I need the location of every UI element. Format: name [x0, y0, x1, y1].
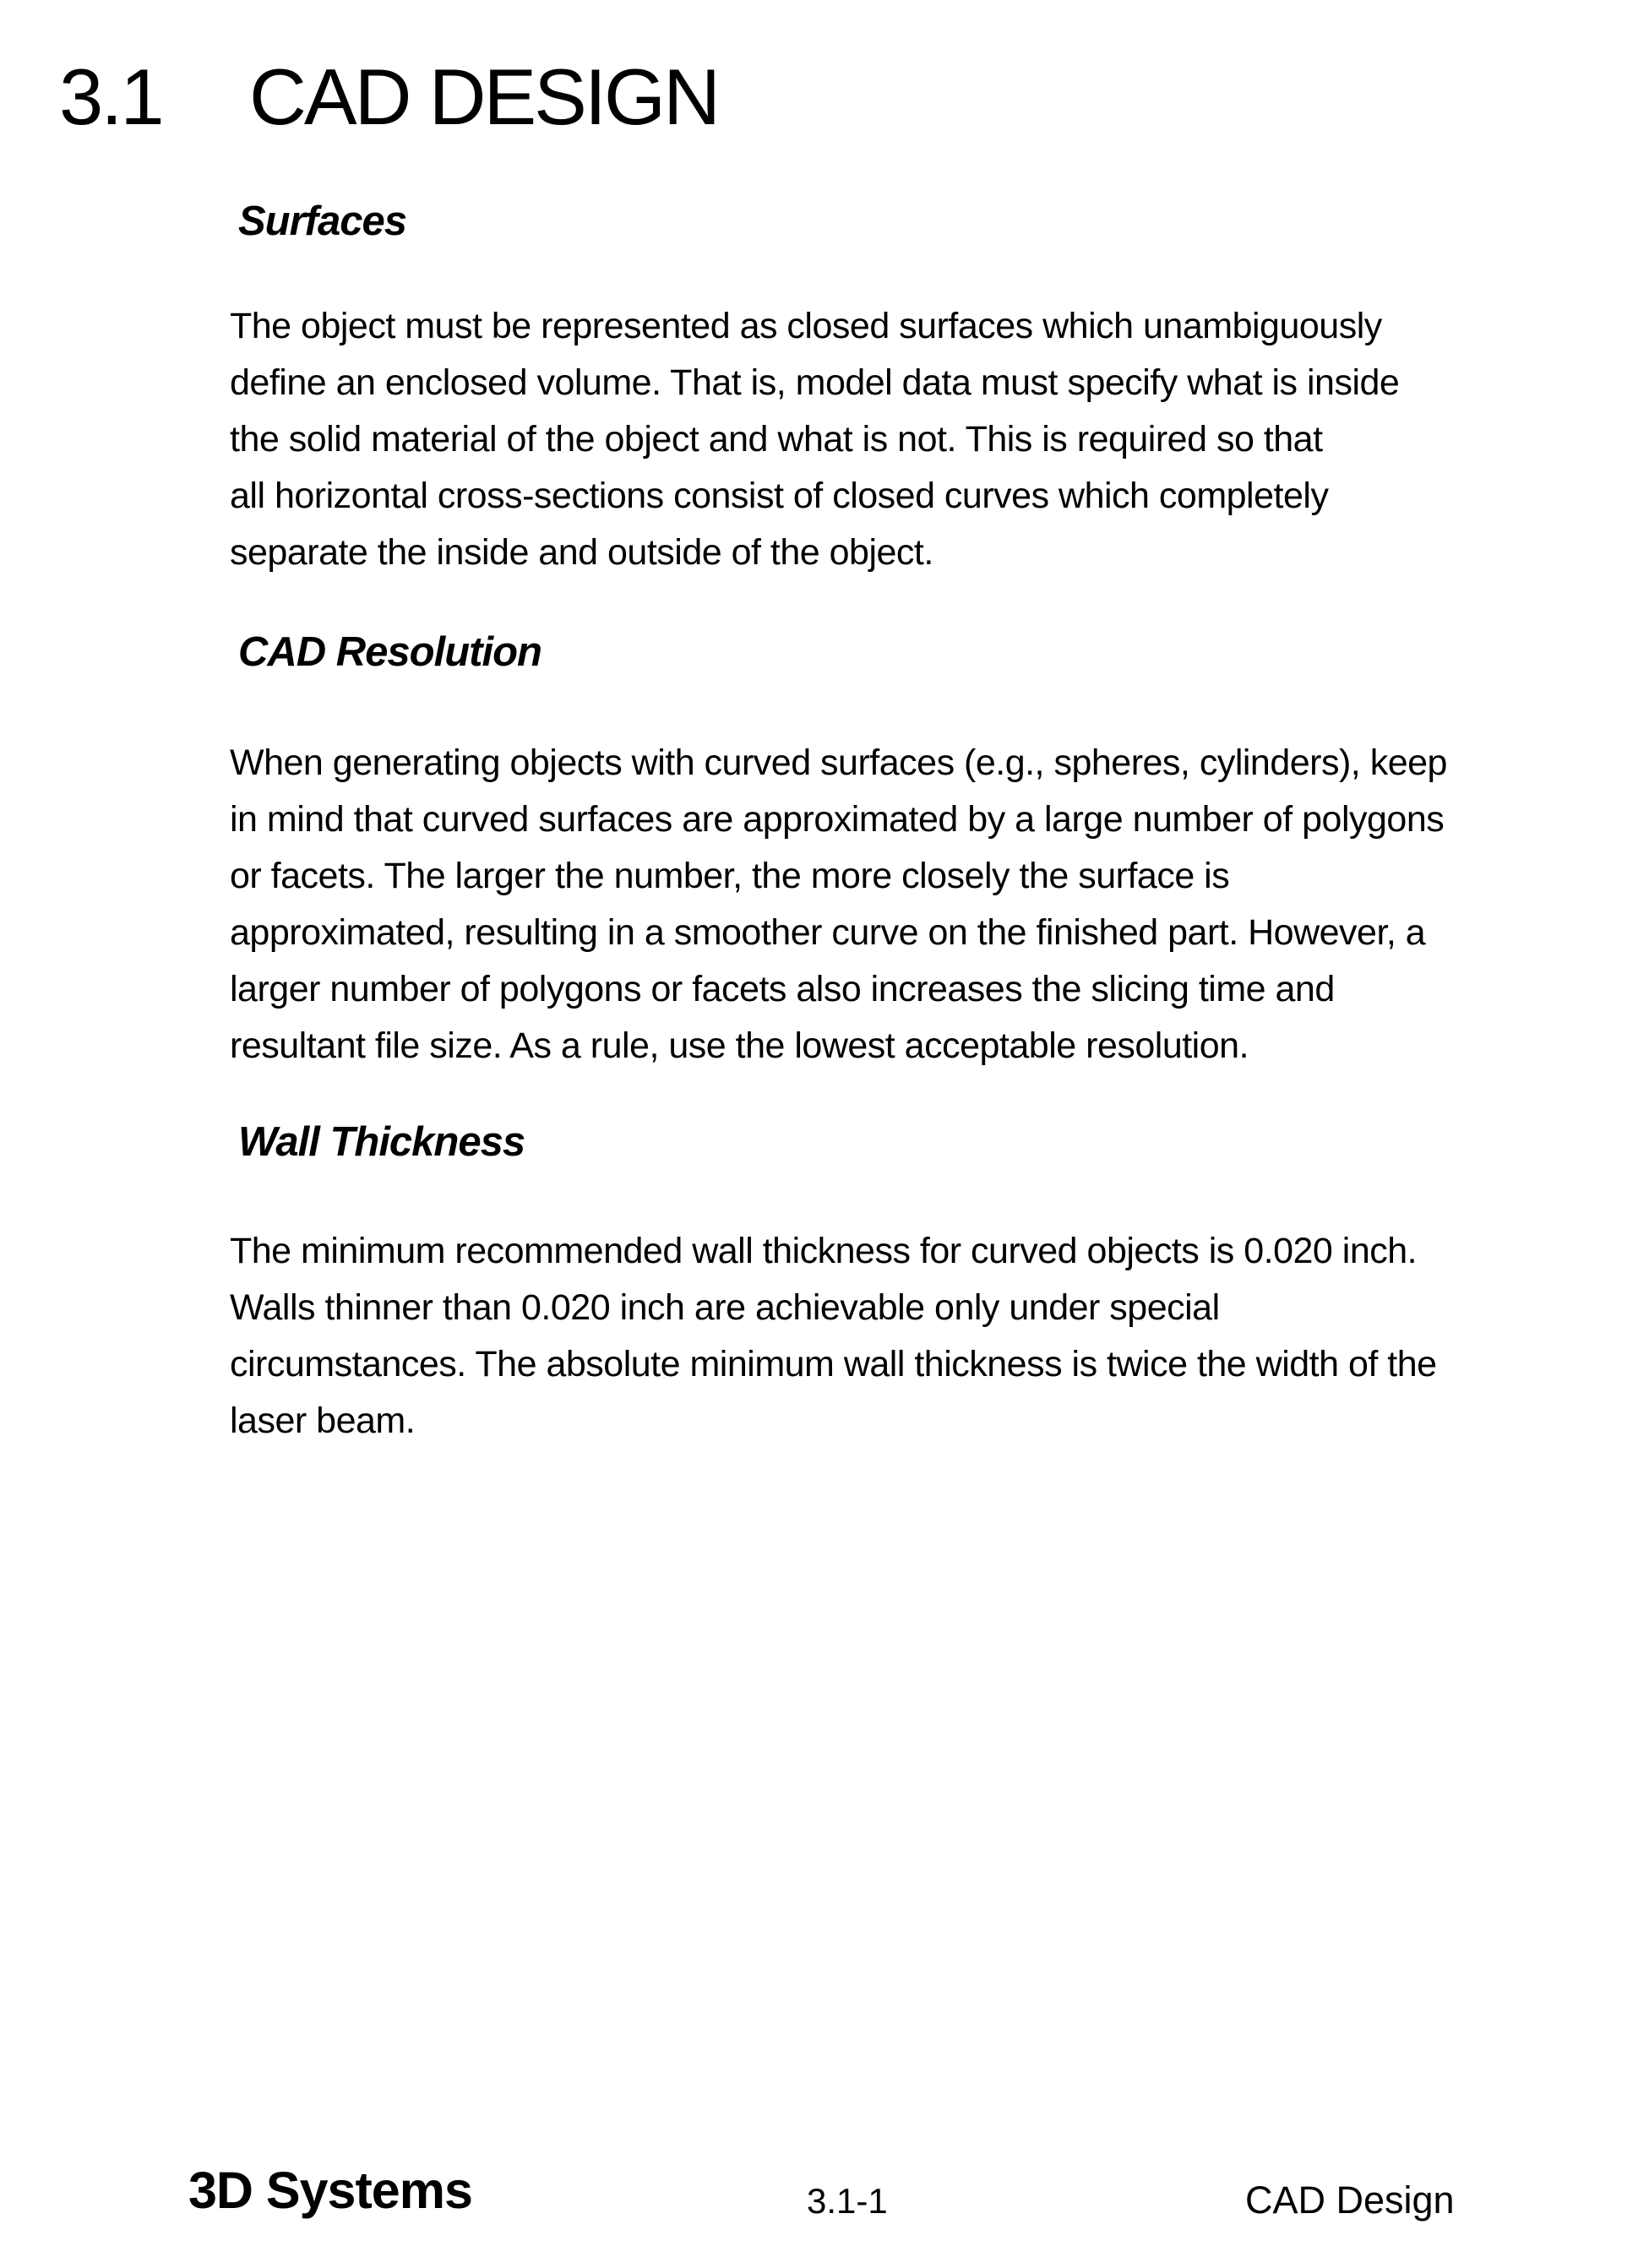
- body-line: approximated, resulting in a smoother curve on the finished part. However, a: [230, 912, 1426, 953]
- body-line: all horizontal cross-sections consist of closed curves which completely: [230, 476, 1329, 516]
- body-line: or facets. The larger the number, the more closely the surface is: [230, 856, 1230, 896]
- footer-page-number: 3.1-1: [807, 2181, 888, 2221]
- page-title: CAD DESIGN: [249, 52, 718, 141]
- footer-brand: 3D Systems: [188, 2162, 472, 2219]
- paragraph-wall-thickness: [230, 1223, 1598, 1449]
- body-line: laser beam.: [230, 1401, 416, 1441]
- body-line: separate the inside and outside of the object.: [230, 532, 933, 573]
- body-line: resultant file size. As a rule, use the lowest acceptable resolution.: [230, 1025, 1249, 1066]
- heading-cad-resolution: CAD Resolution: [238, 629, 542, 675]
- body-line: circumstances. The absolute minimum wall thickness is twice the width of the: [230, 1344, 1437, 1384]
- section-number: 3.1: [59, 52, 162, 141]
- heading-surfaces: Surfaces: [238, 199, 407, 244]
- body-line: the solid material of the object and what is not. This is required so that: [230, 419, 1323, 460]
- body-line: define an enclosed volume. That is, model data must specify what is inside: [230, 362, 1400, 403]
- body-line: The object must be represented as closed surfaces which unambiguously: [230, 306, 1382, 346]
- paragraph-surfaces: [230, 298, 1598, 581]
- body-line: When generating objects with curved surfaces (e.g., spheres, cylinders), keep: [230, 742, 1447, 783]
- page-title-row: [59, 52, 718, 141]
- body-line: The minimum recommended wall thickness for curved objects is 0.020 inch.: [230, 1231, 1418, 1271]
- body-line: Walls thinner than 0.020 inch are achievable only under special: [230, 1287, 1220, 1328]
- body-line: larger number of polygons or facets also increases the slicing time and: [230, 969, 1335, 1009]
- paragraph-cad-resolution: [230, 735, 1598, 1074]
- heading-wall-thickness: Wall Thickness: [238, 1119, 525, 1165]
- footer-section-name: CAD Design: [1245, 2178, 1455, 2222]
- body-line: in mind that curved surfaces are approximated by a large number of polygons: [230, 799, 1445, 840]
